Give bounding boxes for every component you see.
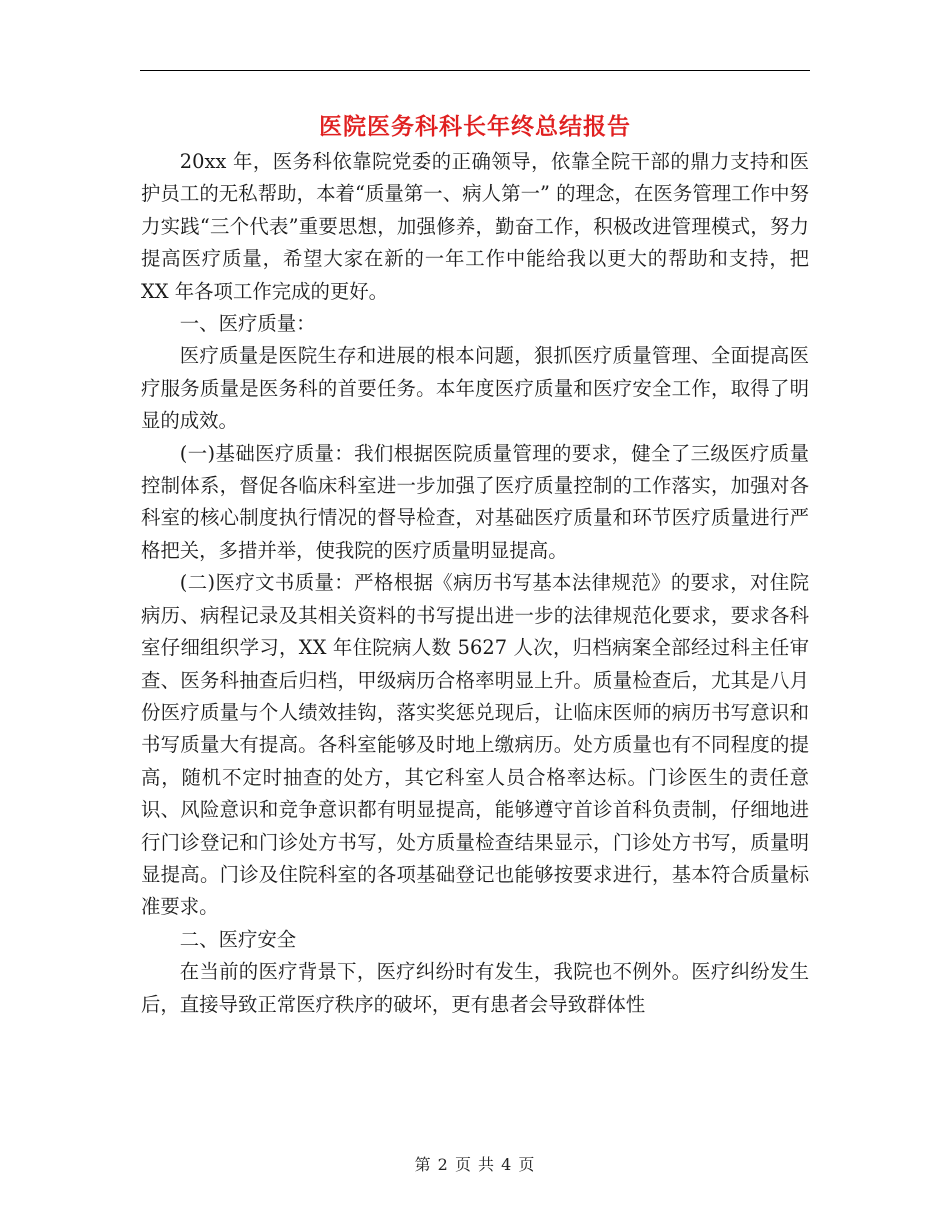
- page-footer: 第 2 页 共 4 页: [414, 1155, 536, 1174]
- header-rule: [140, 70, 810, 71]
- section-heading-medical-quality: 一、医疗质量：: [179, 312, 316, 336]
- section-heading-medical-safety: 二、医疗安全: [179, 927, 297, 951]
- document-body: [141, 146, 809, 1021]
- paragraph-medical-safety: 在当前的医疗背景下，医疗纠纷时有发生，我院也不例外。医疗纠纷发生后，直接导致正常医疗秩序的破坏，更有患者会导致群体性: [141, 960, 809, 1016]
- paragraph-basic-quality: (一)基础医疗质量：我们根据医院质量管理的要求，健全了三级医疗质量控制体系，督促各临床科室进一步加强了医疗质量控制的工作落实，加强对各科室的核心制度执行情况的督导检查，对基础医疗质量和环节医疗质量进行严格把关，多措并举，使我院的医疗质量明显提高。: [141, 441, 809, 562]
- paragraph-intro: 20xx 年，医务科依靠院党委的正确领导，依靠全院干部的鼎力支持和医护员工的无私帮助，本着“质量第一、病人第一” 的理念，在医务管理工作中努力实践“三个代表”重要思想，加强修养，勤奋工作，积极改进管理模式，努力提高医疗质量，希望大家在新的一年工作中能给我以更大的帮助和支持，把 XX 年各项工作完成的更好。: [141, 150, 809, 303]
- document-title: 医院医务科科长年终总结报告: [319, 114, 631, 140]
- paragraph-document-quality: (二)医疗文书质量：严格根据《病历书写基本法律规范》的要求，对住院病历、病程记录及其相关资料的书写提出进一步的法律规范化要求，要求各科室仔细组织学习，XX 年住院病人数 5627 人次，归档病案全部经过科主任审查、医务科抽查后归档，甲级病历合格率明显上升。质量检查后，尤其是八月份医疗质量与个人绩效挂钩，落实奖惩兑现后，让临床医师的病历书写意识和书写质量大有提高。各科室能够及时地上缴病历。处方质量也有不同程度的提高，随机不定时抽查的处方，其它科室人员合格率达标。门诊医生的责任意识、风险意识和竞争意识都有明显提高，能够遵守首诊首科负责制，仔细地进行门诊登记和门诊处方书写，处方质量检查结果显示，门诊处方书写，质量明显提高。门诊及住院科室的各项基础登记也能够按要求进行，基本符合质量标准要求。: [141, 571, 809, 919]
- paragraph-medical-quality: 医疗质量是医院生存和进展的根本问题，狠抓医疗质量管理、全面提高医疗服务质量是医务科的首要任务。本年度医疗质量和医疗安全工作，取得了明显的成效。: [141, 344, 809, 433]
